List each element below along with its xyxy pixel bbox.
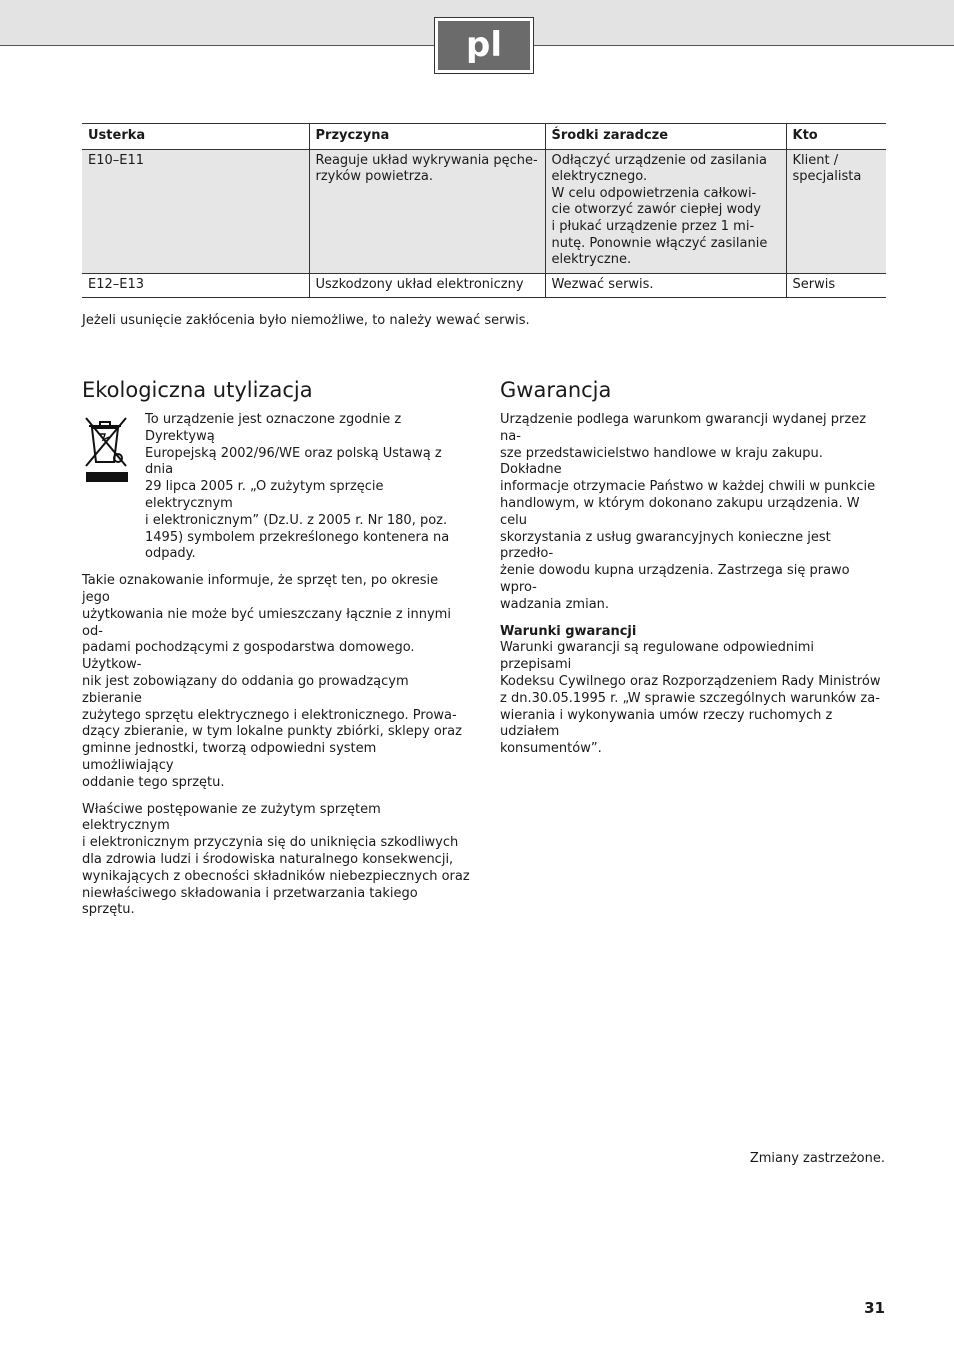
text-line: 29 lipca 2005 r. „O zużytym sprzęcie elektrycznym bbox=[145, 479, 384, 511]
text-line: W celu odpowietrzenia całkowi- bbox=[551, 185, 757, 201]
warranty-subheading: Warunki gwarancji bbox=[500, 623, 637, 639]
column-header-remedy: Środki zaradcze bbox=[545, 124, 786, 150]
weee-intro bbox=[145, 412, 470, 563]
language-code: pl bbox=[438, 21, 530, 70]
text-line: Takie oznakowanie informuje, że sprzęt ten, po okresie jego bbox=[82, 573, 439, 605]
crossed-bin-icon bbox=[82, 412, 145, 563]
text-line: oddanie tego sprzętu. bbox=[82, 774, 225, 790]
disposal-paragraph bbox=[82, 802, 470, 920]
text-line: Kodeksu Cywilnego oraz Rozporządzeniem Rady Ministrów bbox=[500, 673, 881, 689]
text-line: Odłączyć urządzenie od zasilania bbox=[551, 152, 767, 168]
warranty-paragraph bbox=[500, 640, 888, 758]
section-title: Gwarancja bbox=[500, 378, 612, 402]
weee-block bbox=[82, 412, 470, 563]
fault-code: E12–E13 bbox=[82, 273, 309, 298]
fault-remedy: Wezwać serwis. bbox=[545, 273, 786, 298]
text-line: Klient / bbox=[792, 152, 839, 168]
text-line: padami pochodzącymi z gospodarstwa domowego. Użytkow- bbox=[82, 640, 415, 673]
table-header-row bbox=[82, 124, 886, 150]
section-title: Ekologiczna utylizacja bbox=[82, 378, 313, 402]
text-line: i elektronicznym przyczynia się do uniknięcia szkodliwych bbox=[82, 835, 459, 851]
disposal-section bbox=[82, 376, 470, 929]
text-line: dla zdrowia ludzi i środowiska naturalnego konsekwencji, bbox=[82, 851, 454, 867]
text-line: Reaguje układ wykrywania pęche- bbox=[315, 152, 538, 168]
text-line: żenie dowodu kupna urządzenia. Zastrzega się prawo wpro- bbox=[500, 563, 850, 595]
language-badge bbox=[434, 17, 534, 74]
text-line: elektrycznego. bbox=[551, 169, 648, 185]
text-line: elektryczne. bbox=[551, 252, 632, 268]
text-line: Urządzenie podlega warunkom gwarancji wydanej przez na- bbox=[500, 412, 867, 444]
table-row bbox=[82, 149, 886, 273]
disposal-paragraph bbox=[82, 573, 470, 791]
text-line: rzyków powietrza. bbox=[315, 169, 433, 185]
text-line: Właściwe postępowanie ze zużytym sprzętem elektrycznym bbox=[82, 801, 381, 834]
fault-code: E10–E11 bbox=[82, 149, 309, 273]
warranty-section bbox=[500, 376, 888, 768]
text-line: Warunki gwarancji są regulowane odpowiednimi przepisami bbox=[500, 640, 814, 673]
text-line: specjalista bbox=[792, 169, 862, 185]
fault-cause: Uszkodzony układ elektroniczny bbox=[309, 273, 545, 298]
fault-who: Serwis bbox=[786, 273, 886, 298]
changes-reserved-note: Zmiany zastrzeżone. bbox=[749, 1151, 885, 1166]
text-line: i elektronicznym” (Dz.U. z 2005 r. Nr 180, poz. bbox=[145, 512, 448, 528]
column-header-who: Kto bbox=[786, 124, 886, 150]
page-number: 31 bbox=[864, 1299, 885, 1317]
text-line: wadzania zmian. bbox=[500, 596, 610, 612]
text-line: konsumentów”. bbox=[500, 741, 602, 757]
text-line: odpady. bbox=[145, 546, 196, 562]
fault-remedy bbox=[545, 149, 786, 273]
text-line: i płukać urządzenie przez 1 mi- bbox=[551, 218, 755, 234]
text-line: z dn.30.05.1995 r. „W sprawie szczególnych warunków za- bbox=[500, 690, 880, 706]
text-line: Europejską 2002/96/WE oraz polską Ustawą z dnia bbox=[145, 445, 442, 478]
warranty-paragraph bbox=[500, 412, 888, 614]
column-header-cause: Przyczyna bbox=[309, 124, 545, 150]
text-line: skorzystania z usług gwarancyjnych konieczne jest przedło- bbox=[500, 529, 831, 562]
fault-cause bbox=[309, 149, 545, 273]
text-line: informacje otrzymacie Państwo w każdej chwili w punkcie bbox=[500, 479, 876, 495]
service-note: Jeżeli usunięcie zakłócenia było niemożliwe, to należy wewać serwis. bbox=[82, 313, 530, 328]
text-line: dzący zbieranie, w tym lokalne punkty zbiórki, sklepy oraz bbox=[82, 724, 462, 740]
text-line: sze przedstawicielstwo handlowe w kraju zakupu. Dokładne bbox=[500, 445, 823, 478]
text-line: zużytego sprzętu elektrycznego i elektronicznego. Prowa- bbox=[82, 707, 457, 723]
text-line: gminne jednostki, tworzą odpowiedni system umożliwiający bbox=[82, 741, 377, 773]
text-line: wynikających z obecności składników niebezpiecznych oraz bbox=[82, 868, 470, 884]
column-header-fault: Usterka bbox=[82, 124, 309, 150]
text-line: To urządzenie jest oznaczone zgodnie z Dyrektywą bbox=[145, 412, 402, 444]
text-line: cie otworzyć zawór ciepłej wody bbox=[551, 202, 761, 218]
text-line: 1495) symbolem przekreślonego kontenera na bbox=[145, 529, 450, 545]
text-line: niewłaściwego składowania i przetwarzania takiego sprzętu. bbox=[82, 885, 418, 918]
text-line: nik jest zobowiązany do oddania go prowadzącym zbieranie bbox=[82, 673, 409, 706]
fault-who bbox=[786, 149, 886, 273]
text-line: handlowym, w którym dokonano zakupu urządzenia. W celu bbox=[500, 495, 860, 528]
text-line: nutę. Ponownie włączyć zasilanie bbox=[551, 235, 768, 251]
fault-table bbox=[82, 123, 886, 298]
text-line: wierania i wykonywania umów rzeczy ruchomych z udziałem bbox=[500, 707, 833, 740]
table-row bbox=[82, 273, 886, 298]
text-line: użytkowania nie może być umieszczany łącznie z innymi od- bbox=[82, 606, 451, 639]
